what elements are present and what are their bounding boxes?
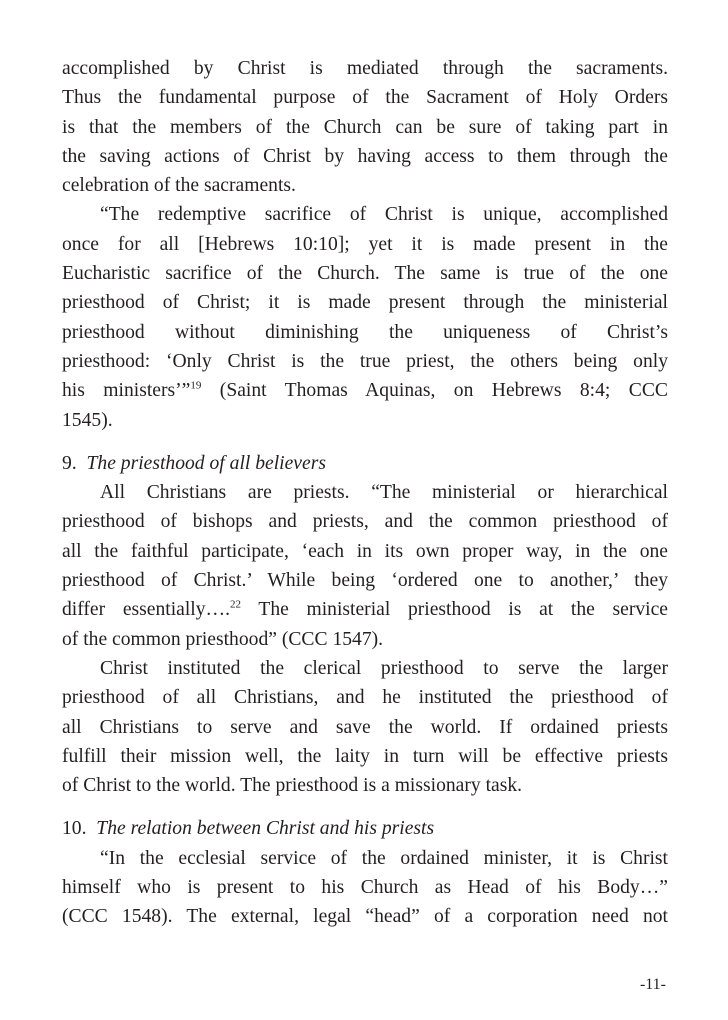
text-line: Thus the fundamental purpose of the Sacrament of Holy Orders — [62, 87, 668, 109]
text-line: accomplished by Christ is mediated through the sacraments. — [62, 58, 668, 79]
text-line: is that the members of the Church can be sure of taking part in — [62, 116, 668, 138]
text-line: “The redemptive sacrifice of Christ is unique, accomplished — [100, 204, 668, 226]
text-run: The ministerial priesthood is at the service — [241, 599, 668, 621]
text-line: priesthood of all Christians, and he instituted the priesthood of — [62, 687, 668, 709]
section-heading — [62, 814, 668, 843]
section-number: 10. — [62, 818, 87, 840]
text-line: 1545). — [62, 409, 113, 431]
page-number: -11- — [639, 976, 666, 993]
text-line — [62, 376, 668, 405]
text-line — [62, 595, 668, 624]
text-line: priesthood: ‘Only Christ is the true priest, the others being only — [62, 350, 668, 372]
footnote-marker: 22 — [230, 598, 242, 611]
footnote-marker: 19 — [190, 379, 202, 392]
text-line: Christ instituted the clerical priesthood to serve the larger — [100, 657, 668, 679]
text-line: fulfill their mission well, the laity in turn will be effective priests — [62, 745, 668, 767]
text-line: priesthood of Christ; it is made present through the ministerial — [62, 292, 668, 314]
section-number: 9. — [62, 452, 77, 474]
text-line: all Christians to serve and save the world. If ordained priests — [62, 716, 668, 738]
text-line: priesthood of bishops and priests, and the common priesthood of — [62, 511, 668, 533]
text-line: All Christians are priests. “The ministerial or hierarchical — [100, 482, 668, 504]
text-line: of Christ to the world. The priesthood is a missionary task. — [62, 775, 523, 797]
text-line: celebration of the sacraments. — [62, 175, 296, 197]
text-line: “In the ecclesial service of the ordained minister, it is Christ — [100, 847, 668, 869]
section-title: The priesthood of all believers — [86, 452, 326, 474]
text-line: Eucharistic sacrifice of the Church. The same is true of the one — [62, 263, 668, 285]
text-line: (CCC 1548). The external, legal “head” of a corporation need not — [62, 906, 668, 928]
section-title: The relation between Christ and his priests — [96, 818, 435, 840]
section-heading — [62, 449, 668, 478]
text-line: priesthood without diminishing the uniqueness of Christ’s — [62, 321, 668, 343]
text-run: his ministers’” — [62, 380, 191, 402]
text-line: once for all [Hebrews 10:10]; yet it is made present in the — [62, 233, 668, 255]
text-line: all the faithful participate, ‘each in its own proper way, in the one — [62, 540, 668, 562]
text-line: of the common priesthood” (CCC 1547). — [62, 628, 384, 650]
text-line: the saving actions of Christ by having access to them through the — [62, 145, 668, 167]
text-run: (Saint Thomas Aquinas, on Hebrews 8:4; CCC — [201, 380, 668, 402]
body-text — [62, 54, 668, 932]
text-line: himself who is present to his Church as Head of his Body…” — [62, 877, 668, 899]
text-run: differ essentially…. — [62, 599, 231, 621]
text-line: priesthood of Christ.’ While being ‘ordered one to another,’ they — [62, 570, 668, 592]
